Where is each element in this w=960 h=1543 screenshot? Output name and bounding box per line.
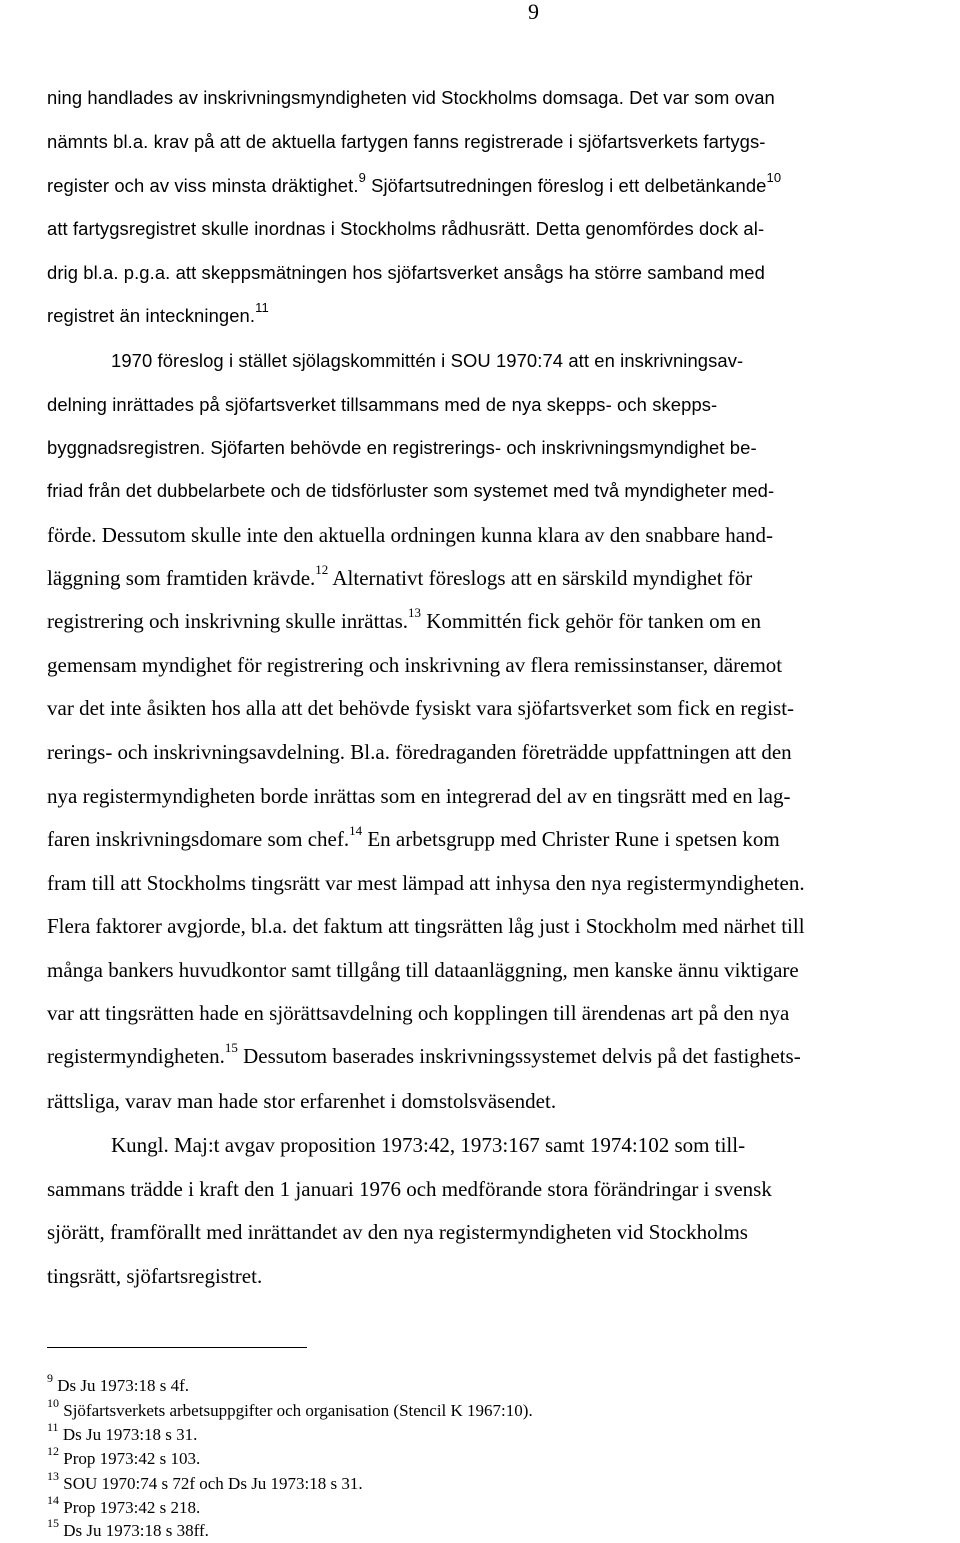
body-text: En arbetsgrupp med Christer Rune i spetsen kom (362, 827, 780, 851)
footnote-text: Prop 1973:42 s 218. (63, 1498, 201, 1517)
body-text: registrering och inskrivning skulle inrättas. (47, 609, 409, 633)
footnote (47, 1469, 363, 1494)
body-text: Sjöfartsutredningen föreslog i ett delbetänkande (365, 175, 767, 196)
body-line: 1970 föreslog i stället sjölagskommittén i SOU 1970:74 att en inskrivningsav- (111, 350, 744, 371)
footnote-number: 13 (47, 1469, 59, 1484)
body-line (47, 169, 782, 198)
footnote (47, 1371, 190, 1396)
body-line: att fartygsregistret skulle inordnas i Stockholms rådhusrätt. Detta genomfördes dock al- (47, 218, 765, 239)
footnote (47, 1420, 198, 1445)
body-line: gemensam myndighet för registrering och inskrivning av flera remissinstanser, däremot (47, 653, 783, 677)
body-line (47, 562, 753, 590)
body-text: registret än inteckningen. (47, 305, 256, 326)
footnote-ref: 12 (315, 562, 329, 577)
footnote-text: Sjöfartsverkets arbetsuppgifter och organisation (Stencil K 1967:10). (63, 1401, 533, 1420)
footnote (47, 1444, 201, 1469)
body-line: förde. Dessutom skulle inte den aktuella ordningen kunna klara av den snabbare hand- (47, 523, 774, 547)
body-text: läggning som framtiden krävde. (47, 566, 316, 590)
body-text: faren inskrivningsdomare som chef. (47, 827, 350, 851)
footnote-ref: 10 (766, 169, 782, 185)
body-line: sammans trädde i kraft den 1 januari 1976 och medförande stora förändringar i svensk (47, 1177, 772, 1201)
body-text: registermyndigheten. (47, 1044, 225, 1068)
page-number: 9 (528, 0, 539, 24)
body-line: tingsrätt, sjöfartsregistret. (47, 1264, 263, 1288)
body-line (47, 299, 269, 328)
body-line: Flera faktorer avgjorde, bl.a. det faktum att tingsrätten låg just i Stockholm med närhet till (47, 914, 805, 938)
footnote-number: 10 (47, 1396, 59, 1411)
body-line: byggnadsregistren. Sjöfarten behövde en registrerings- och inskrivningsmyndighet be- (47, 437, 757, 458)
body-line: sjörätt, framförallt med inrättandet av den nya registermyndigheten vid Stockholms (47, 1220, 748, 1244)
body-line: friad från det dubbelarbete och de tidsförluster som systemet med två myndigheter med- (47, 480, 775, 501)
footnote-number: 12 (47, 1444, 59, 1459)
footnote-ref: 14 (349, 823, 363, 838)
footnote-text: Prop 1973:42 s 103. (63, 1449, 201, 1468)
body-text: register och av viss minsta dräktighet. (47, 175, 359, 196)
body-line: fram till att Stockholms tingsrätt var mest lämpad att inhysa den nya registermyndigheten. (47, 871, 805, 895)
body-line: nya registermyndigheten borde inrättas som en integrerad del av en tingsrätt med en lag- (47, 784, 791, 808)
footnote-ref: 11 (255, 299, 269, 315)
footnote-ref: 15 (224, 1040, 238, 1055)
body-text: Dessutom baserades inskrivningssystemet delvis på det fastighets- (237, 1044, 801, 1068)
body-line: delning inrättades på sjöfartsverket tillsammans med de nya skepps- och skepps- (47, 394, 718, 415)
body-line: var att tingsrätten hade en sjörättsavdelning och kopplingen till ärendenas art på den nya (47, 1001, 790, 1025)
footnote-number: 11 (47, 1420, 59, 1435)
footnote-text: Ds Ju 1973:18 s 31. (62, 1425, 198, 1444)
footnote-text: SOU 1970:74 s 72f och Ds Ju 1973:18 s 31. (63, 1474, 363, 1493)
body-line (47, 605, 762, 633)
body-line (47, 1040, 801, 1068)
footnote (47, 1516, 209, 1541)
body-line: rerings- och inskrivningsavdelning. Bl.a. föredraganden företrädde uppfattningen att den (47, 740, 792, 764)
body-line: rättsliga, varav man hade stor erfarenhet i domstolsväsendet. (47, 1089, 557, 1113)
footnote-text: Ds Ju 1973:18 s 38ff. (63, 1521, 209, 1540)
body-line: drig bl.a. p.g.a. att skeppsmätningen hos sjöfartsverket ansågs ha större samband med (47, 262, 765, 283)
footnote-ref: 13 (408, 605, 422, 620)
body-line: många bankers huvudkontor samt tillgång till dataanläggning, men kanske ännu viktigare (47, 958, 799, 982)
footnote (47, 1493, 201, 1518)
body-line: Kungl. Maj:t avgav proposition 1973:42, 1973:167 samt 1974:102 som till- (111, 1133, 746, 1157)
body-line (47, 823, 780, 851)
footnote-number: 15 (47, 1516, 59, 1531)
footnote-divider (47, 1347, 307, 1348)
footnote (47, 1396, 533, 1421)
body-line: var det inte åsikten hos alla att det behövde fysiskt vara sjöfartsverket som fick en regist- (47, 696, 795, 720)
body-line: nämnts bl.a. krav på att de aktuella fartygen fanns registrerade i sjöfartsverkets fartygs- (47, 131, 766, 152)
footnote-number: 9 (47, 1371, 53, 1386)
footnote-number: 14 (47, 1493, 59, 1508)
footnote-text: Ds Ju 1973:18 s 4f. (57, 1376, 190, 1395)
body-text: Kommittén fick gehör för tanken om en (421, 609, 762, 633)
body-line: ning handlades av inskrivningsmyndigheten vid Stockholms domsaga. Det var som ovan (47, 87, 775, 108)
body-text: Alternativt föreslogs att en särskild myndighet för (328, 566, 753, 590)
footnote-ref: 9 (358, 169, 366, 185)
